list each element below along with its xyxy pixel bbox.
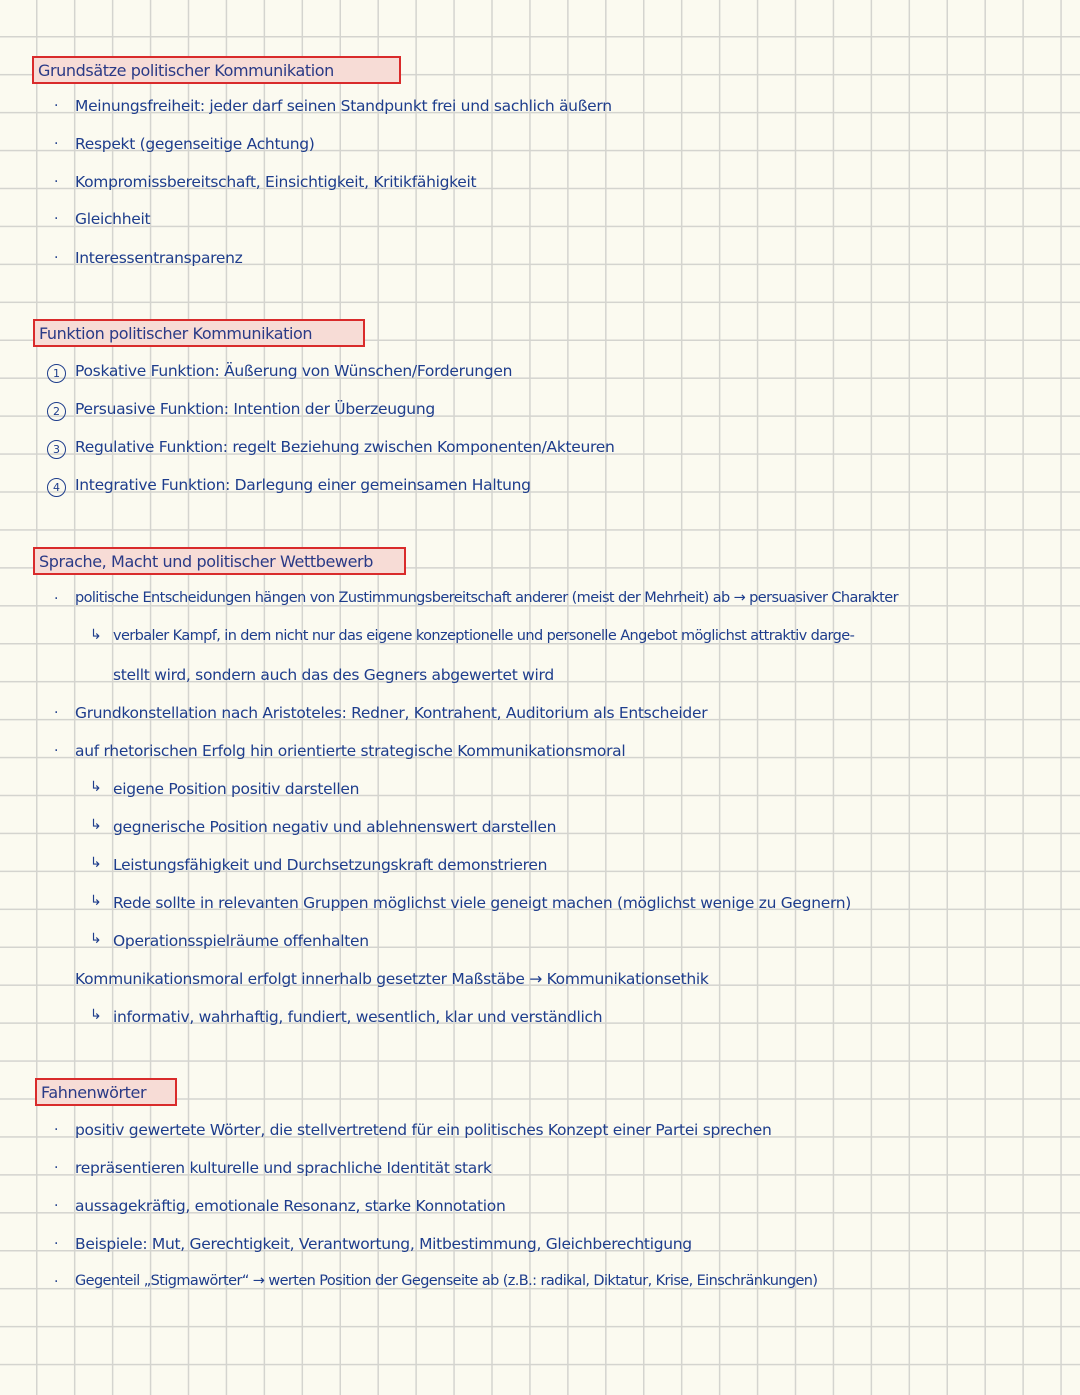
- bullet-icon: ·: [54, 705, 59, 721]
- list-item: Beispiele: Mut, Gerechtigkeit, Verantwortung, Mitbestimmung, Gleichberechtigung: [75, 1235, 692, 1253]
- bullet-icon: ·: [54, 250, 59, 266]
- list-item: Regulative Funktion: regelt Beziehung zwischen Komponenten/Akteuren: [75, 438, 615, 456]
- section-heading-grundsaetze: Grundsätze politischer Kommunikation: [32, 56, 401, 84]
- list-item: Gegenteil „Stigmawörter“ → werten Position der Gegenseite ab (z.B.: radikal, Diktatur, Krise, Einschränkungen): [75, 1273, 818, 1289]
- sub-arrow-icon: ↳: [90, 931, 102, 947]
- bullet-icon: ·: [54, 591, 59, 607]
- sub-item: Leistungsfähigkeit und Durchsetzungskraft demonstrieren: [113, 856, 548, 874]
- list-item: Kommunikationsmoral erfolgt innerhalb gesetzter Maßstäbe → Kommunikationsethik: [75, 970, 709, 988]
- list-item: positiv gewertete Wörter, die stellvertretend für ein politisches Konzept einer Partei sprechen: [75, 1121, 772, 1139]
- sub-arrow-icon: ↳: [90, 1007, 102, 1023]
- number-2-icon: 2: [47, 402, 66, 421]
- sub-arrow-icon: ↳: [90, 817, 102, 833]
- list-item: Kompromissbereitschaft, Einsichtigkeit, Kritikfähigkeit: [75, 173, 477, 191]
- sub-item: Operationsspielräume offenhalten: [113, 932, 369, 950]
- bullet-icon: ·: [54, 1236, 59, 1252]
- number-4-icon: 4: [47, 478, 66, 497]
- list-item: Integrative Funktion: Darlegung einer gemeinsamen Haltung: [75, 476, 531, 494]
- bullet-icon: ·: [54, 1274, 59, 1290]
- list-item: Persuasive Funktion: Intention der Überzeugung: [75, 400, 435, 418]
- list-item: Interessentransparenz: [75, 249, 243, 267]
- list-item: auf rhetorischen Erfolg hin orientierte strategische Kommunikationsmoral: [75, 742, 626, 760]
- section-heading-sprache-macht: Sprache, Macht und politischer Wettbewerb: [33, 547, 406, 575]
- sub-arrow-icon: ↳: [90, 855, 102, 871]
- bullet-icon: ·: [54, 174, 59, 190]
- bullet-icon: ·: [54, 136, 59, 152]
- bullet-icon: ·: [54, 1122, 59, 1138]
- sub-item: eigene Position positiv darstellen: [113, 780, 360, 798]
- list-item: Grundkonstellation nach Aristoteles: Redner, Kontrahent, Auditorium als Entscheider: [75, 704, 708, 722]
- sub-item: informativ, wahrhaftig, fundiert, wesentlich, klar und verständlich: [113, 1008, 603, 1026]
- sub-item: Rede sollte in relevanten Gruppen möglichst viele geneigt machen (möglichst wenige zu Gegnern): [113, 894, 852, 912]
- list-item: repräsentieren kulturelle und sprachliche Identität stark: [75, 1159, 492, 1177]
- sub-item: gegnerische Position negativ und ablehnenswert darstellen: [113, 818, 557, 836]
- list-item: Respekt (gegenseitige Achtung): [75, 135, 315, 153]
- section-heading-funktion: Funktion politischer Kommunikation: [33, 319, 365, 347]
- sub-arrow-icon: ↳: [90, 627, 102, 643]
- list-item: Poskative Funktion: Äußerung von Wünschen/Forderungen: [75, 362, 513, 380]
- number-3-icon: 3: [47, 440, 66, 459]
- bullet-icon: ·: [54, 1198, 59, 1214]
- sub-item: verbaler Kampf, in dem nicht nur das eigene konzeptionelle und personelle Angebot möglichst attraktiv darge-: [113, 628, 855, 644]
- sub-arrow-icon: ↳: [90, 893, 102, 909]
- list-item: politische Entscheidungen hängen von Zustimmungsbereitschaft anderer (meist der Mehrheit) ab → persuasiver Charakter: [75, 590, 898, 606]
- section-heading-fahnenwoerter: Fahnenwörter: [35, 1078, 177, 1106]
- list-item: aussagekräftig, emotionale Resonanz, starke Konnotation: [75, 1197, 506, 1215]
- bullet-icon: ·: [54, 211, 59, 227]
- number-1-icon: 1: [47, 364, 66, 383]
- bullet-icon: ·: [54, 1160, 59, 1176]
- list-item: Gleichheit: [75, 210, 151, 228]
- list-item: Meinungsfreiheit: jeder darf seinen Standpunkt frei und sachlich äußern: [75, 97, 612, 115]
- sub-item-continued: stellt wird, sondern auch das des Gegners abgewertet wird: [113, 666, 554, 684]
- bullet-icon: ·: [54, 98, 59, 114]
- bullet-icon: ·: [54, 743, 59, 759]
- sub-arrow-icon: ↳: [90, 779, 102, 795]
